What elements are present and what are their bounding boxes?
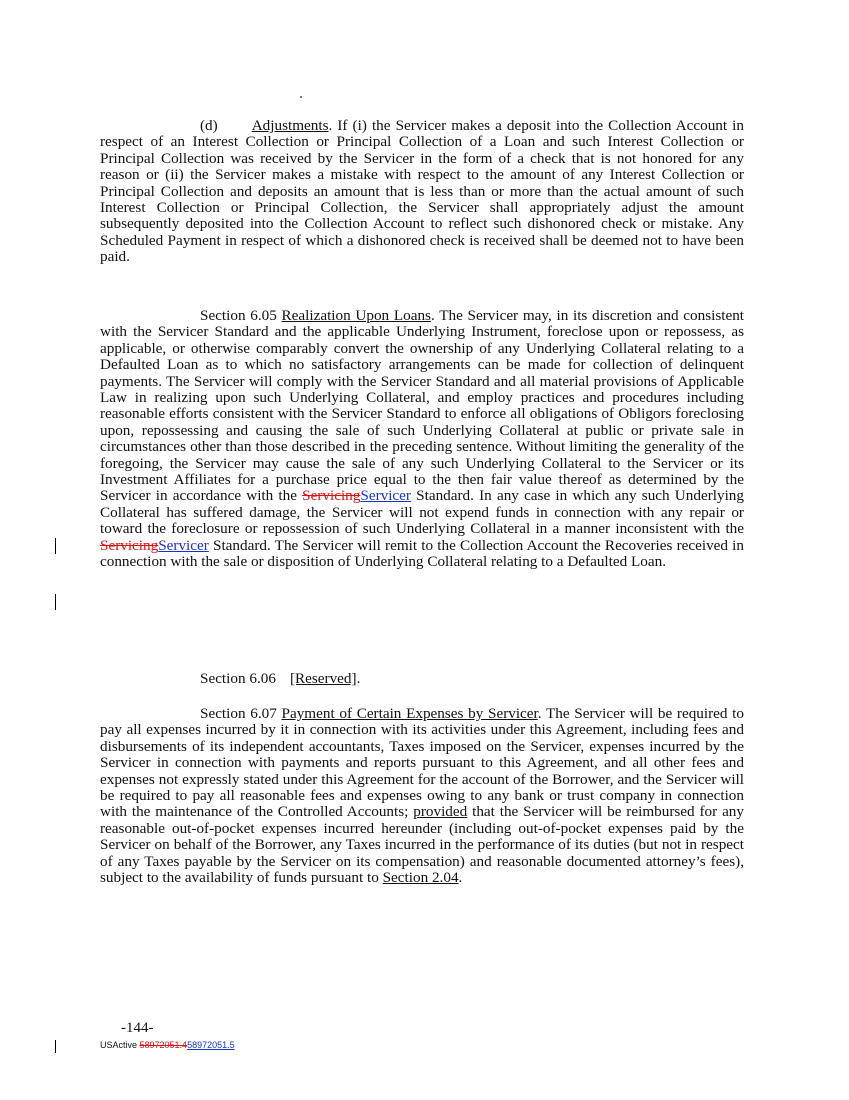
heading-section-6-06: Section 6.06 [Reserved]. xyxy=(200,670,361,687)
stray-mark xyxy=(300,96,302,98)
deleted-doc-id: 58972051.4 xyxy=(139,1040,188,1050)
paragraph-text: . The Servicer may, in its discretion and consistent with the Servicer Standard and the applicable Underlying Instrument, foreclose upon or repossess, as applicable, or otherwise comparably convert the ownership of any Underlying Collateral relating to a Defaulted Loan as to which no satisfactory arrangements can be made for collection of delinquent payments. The Servicer will comply with the Servicer Standard and all material provisions of Applicable Law in realizing upon such Underlying Collateral, and employ practices and procedures including reasonable efforts consistent with the Servicer Standard to enforce all obligations of Obligors foreclosing upon, repossessing and causing the sale of such Underlying Collateral at public or private sale in circumstances other than those described in the preceding sentence. Without limiting the generality of the foregoing, the Servicer may cause the sale of any such Underlying Collateral to the Servicer or its Investment Affiliates for a purchase price equal to the then fair value thereof as determined by the Servicer in accordance with the xyxy=(100,307,745,505)
change-bar xyxy=(55,594,56,610)
inserted-text: Servicer xyxy=(158,536,209,554)
section-number: Section 6.07 xyxy=(200,705,282,722)
inserted-text: Servicer xyxy=(360,487,411,505)
inserted-doc-id: 58972051.5 xyxy=(187,1040,235,1050)
paragraph-section-6-05 xyxy=(100,308,744,571)
page-number: -144- xyxy=(121,1020,154,1036)
section-title-adjustments: Adjustments xyxy=(251,117,329,134)
section-title-realization: Realization Upon Loans xyxy=(281,307,431,324)
paragraph-section-6-07: Section 6.07 Payment of Certain Expenses by Servicer. The Servicer will be required to pay all expenses incurred by it in connection with its activities under this Agreement, including fees and disbursements of its independent accountants, Taxes imposed on the Servicer, expenses incurred by the Servicer in connection with payments and reports pursuant to this Agreement, and all other fees and expenses not expressly stated under this Agreement for the account of the Borrower, and the Servicer will be required to pay all reasonable fees and expenses owing to any bank or trust company in connection with the maintenance of the Controlled Accounts; provided that the Servicer will be reimbursed for any reasonable out-of-pocket expenses incurred hereunder (including out-of-pocket expenses paid by the Servicer on behalf of the Borrower, any Taxes incurred in the performance of its duties (but not in respect of any Taxes payable by the Servicer on its compensation) and reasonable documented attorney’s fees), subject to the availability of funds pursuant to Section 2.04. xyxy=(100,705,744,887)
section-number: Section 6.05 xyxy=(200,307,282,324)
paragraph-text: Standard. In any case in which any such Underlying Collateral has suffered damage, the Servicer will not expend funds in connection with any repair or toward the foreclosure or repossession of such Underlying Collateral in a manner inconsistent with the xyxy=(100,487,744,538)
section-number: Section 6.06 xyxy=(200,670,276,687)
paragraph-text: . The Servicer will be required to pay all expenses incurred by it in connection with its activities under this Agreement, including fees and disbursements of its independent accountants, Taxes imposed on the Servicer, expenses incurred by the Servicer in connection with payments and reports pursuant to this Agreement, and all other fees and expenses not expressly stated under this Agreement for the account of the Borrower, and the Servicer will be required to pay all reasonable fees and expenses owing to any bank or trust company in connection with the maintenance of the Controlled Accounts; xyxy=(100,705,744,821)
section-title-reserved: [Reserved] xyxy=(289,670,357,687)
cross-reference-link[interactable]: Section 2.04 xyxy=(382,869,459,887)
paragraph-text: Standard. The Servicer will remit to the Collection Account the Recoveries received in connection with the sale or disposition of Underlying Collateral relating to a Defaulted Loan. xyxy=(100,536,744,571)
section-title-payment-expenses: Payment of Certain Expenses by Servicer xyxy=(281,705,538,722)
document-id: USActive 58972051.458972051.5 xyxy=(100,1040,235,1050)
paragraph-text: that the Servicer will be reimbursed for any reasonable out-of-pocket expenses incurred hereunder (including out-of-pocket expenses paid by the Servicer on behalf of the Borrower, any Taxes incurred in the performance of its duties (but not in respect of any Taxes payable by the Servicer on its compensation) and reasonable documented attorney’s fees), subject to the availability of funds pursuant to xyxy=(100,803,744,887)
item-label: (d) xyxy=(200,117,218,134)
provided-term: provided xyxy=(413,803,468,821)
change-bar xyxy=(55,538,56,554)
paragraph-text: . If (i) the Servicer makes a deposit into the Collection Account in respect of an Interest Collection or Principal Collection of a Loan and such Interest Collection or Principal Collection was received by the Servicer in the form of a check that is not honored for any reason or (ii) the Servicer makes a mistake with respect to the amount of any Interest Collection or Principal Collection and deposits an amount that is less than or more than the actual amount of such Interest Collection or Principal Collection, the Servicer shall appropriately adjust the amount subsequently deposited into the Collection Account to reflect such dishonored check or mistake. Any Scheduled Payment in respect of which a dishonored check is received shall be deemed not to have been paid. xyxy=(100,117,744,266)
deleted-text: Servicing xyxy=(100,536,159,554)
deleted-text: Servicing xyxy=(302,487,361,505)
paragraph-adjustments xyxy=(100,118,744,266)
change-bar xyxy=(55,1040,56,1053)
